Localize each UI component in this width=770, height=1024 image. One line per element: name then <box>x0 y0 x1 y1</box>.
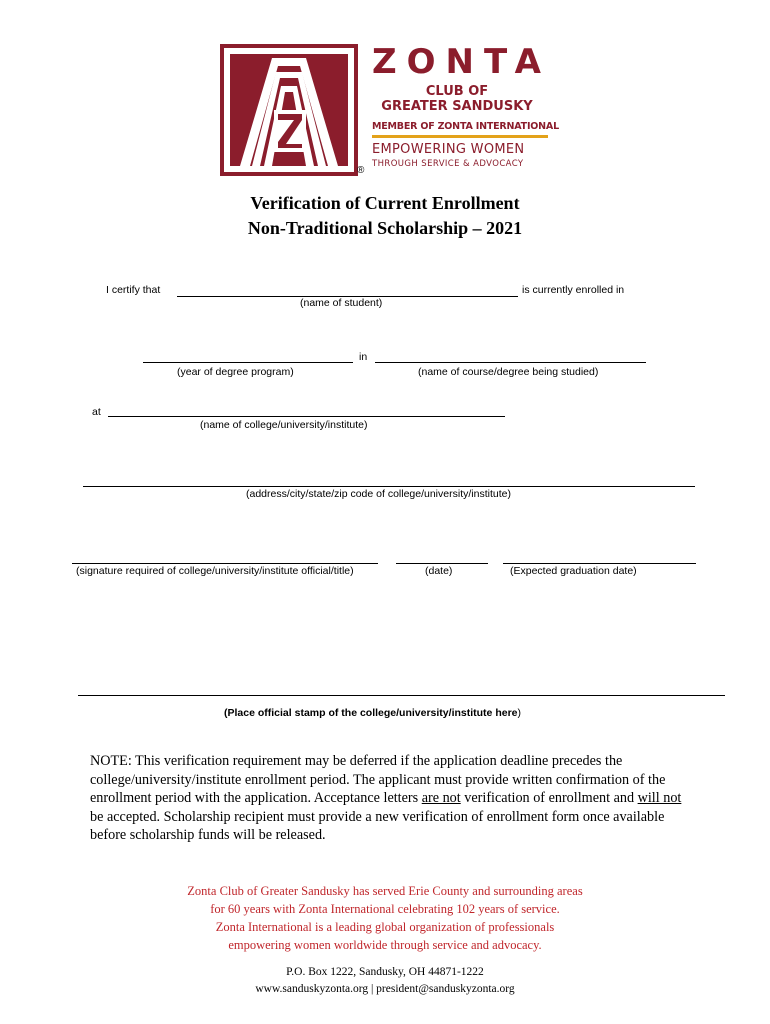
course-field[interactable] <box>375 362 646 363</box>
footer-red-line1: Zonta Club of Greater Sandusky has served Erie County and surrounding areas <box>187 884 583 898</box>
note-paragraph <box>90 752 690 845</box>
student-caption: (name of student) <box>300 297 383 309</box>
note-underline-will-not: will not <box>637 790 682 807</box>
graduation-date-field[interactable] <box>503 563 696 564</box>
college-caption: (name of college/university/institute) <box>200 419 368 431</box>
stamp-caption-text: (Place official stamp of the college/university/institute here <box>224 707 518 719</box>
footer-red-line2: for 60 years with Zonta International celebrating 102 years of service. <box>210 902 560 916</box>
address-field[interactable] <box>83 486 695 487</box>
page-title: Verification of Current Enrollment <box>250 193 520 213</box>
date-field[interactable] <box>396 563 488 564</box>
logo-club-line2: GREATER SANDUSKY <box>381 99 533 114</box>
date-caption: (date) <box>425 565 453 577</box>
logo-empowering-line: EMPOWERING WOMEN <box>372 142 525 157</box>
logo-divider <box>372 135 548 138</box>
year-caption: (year of degree program) <box>177 366 294 378</box>
note-text-3: be accepted. Scholarship recipient must provide a new verification of enrollment form once available before scholarship funds will be released. <box>90 808 665 844</box>
zonta-logo-icon <box>220 44 358 176</box>
footer-red-line3: Zonta International is a leading global organization of professionals <box>215 920 555 934</box>
logo-through-line: THROUGH SERVICE & ADVOCACY <box>372 159 524 169</box>
signature-caption: (signature required of college/university/institute official/title) <box>76 565 354 577</box>
note-underline-are-not: are not <box>421 790 461 807</box>
in-label: in <box>359 351 368 363</box>
logo-wordmark <box>372 44 562 170</box>
footer-contact: www.sanduskyzonta.org | president@sanduskyzonta.org <box>255 983 515 995</box>
footer-red-line4: empowering women worldwide through service and advocacy. <box>228 938 542 952</box>
college-field[interactable] <box>108 416 505 417</box>
logo-zonta-word: ZONTA <box>372 42 551 82</box>
at-label: at <box>92 406 101 418</box>
graduation-caption: (Expected graduation date) <box>510 565 637 577</box>
registered-mark: ® <box>357 165 365 176</box>
certify-label: I certify that <box>106 284 161 296</box>
stamp-caption-close: ) <box>517 707 521 719</box>
course-caption: (name of course/degree being studied) <box>418 366 599 378</box>
logo-member-line: MEMBER OF ZONTA INTERNATIONAL <box>372 121 559 132</box>
logo-club-line1: CLUB OF <box>425 84 489 99</box>
stamp-caption <box>224 707 521 719</box>
page-subtitle: Non-Traditional Scholarship – 2021 <box>247 218 523 238</box>
note-text-2: verification of enrollment and <box>460 790 638 807</box>
note-text-1: NOTE: This verification requirement may be deferred if the application deadline precedes the college/university/institute enrollment period. The applicant must provide written confirmation of the enrollment period with the application. Acceptance letters <box>90 753 666 807</box>
enrolled-suffix: is currently enrolled in <box>522 284 625 296</box>
address-caption: (address/city/state/zip code of college/university/institute) <box>246 488 511 500</box>
signature-field[interactable] <box>72 563 378 564</box>
stamp-line <box>78 695 725 696</box>
year-field[interactable] <box>143 362 353 363</box>
footer-address: P.O. Box 1222, Sandusky, OH 44871-1222 <box>286 966 484 978</box>
